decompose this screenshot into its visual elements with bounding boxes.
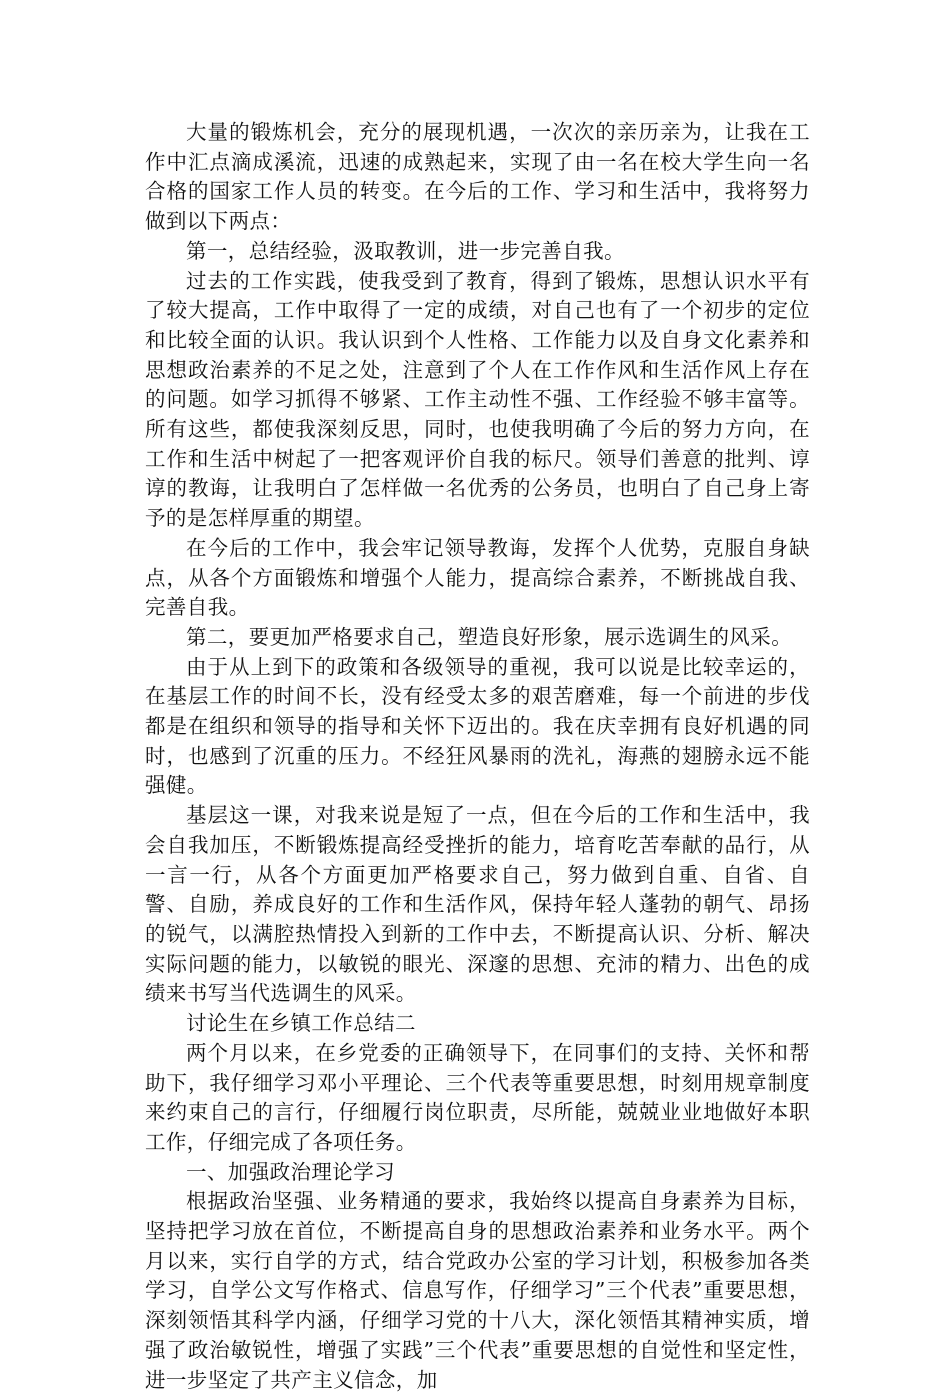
- paragraph-9: 两个月以来，在乡党委的正确领导下，在同事们的支持、关怀和帮助下，我仔细学习邓小平理论、三个代表等重要思想，时刻用规章制度来约束自己的言行，仔细履行岗位职责，尽所能，兢兢业业地做好本职工作，仔细完成了各项任务。: [145, 1040, 810, 1154]
- paragraph-7: 基层这一课，对我来说是短了一点，但在今后的工作和生活中，我会自我加压，不断锻炼提高经受挫折的能力，培育吃苦奉献的品行，从一言一行，从各个方面更加严格要求自己，努力做到自重、自省、自警、自励，养成良好的工作和生活作风，保持年轻人蓬勃的朝气、昂扬的锐气，以满腔热情投入到新的工作中去，不断提高认识、分析、解决实际问题的能力，以敏锐的眼光、深邃的思想、充沛的精力、出色的成绩来书写当代选调生的风采。: [145, 803, 810, 1006]
- paragraph-6: 由于从上到下的政策和各级领导的重视，我可以说是比较幸运的，在基层工作的时间不长，没有经受太多的艰苦磨难，每一个前进的步伐都是在组织和领导的指导和关怀下迈出的。我在庆幸拥有良好机遇的同时，也感到了沉重的压力。不经狂风暴雨的洗礼，海燕的翅膀永远不能强健。: [145, 654, 810, 798]
- document-body: [145, 118, 810, 1395]
- paragraph-5-heading: 第二，要更加严格要求自己，塑造良好形象，展示选调生的风采。: [186, 624, 793, 649]
- paragraph-1: 大量的锻炼机会，充分的展现机遇，一次次的亲历亲为，让我在工作中汇点滴成溪流，迅速的成熟起来，实现了由一名在校大学生向一名合格的国家工作人员的转变。在今后的工作、学习和生活中，我将努力做到以下两点：: [145, 120, 810, 234]
- subsection-heading: 一、加强政治理论学习: [186, 1159, 395, 1184]
- paragraph-11: 根据政治坚强、业务精通的要求，我始终以提高自身素养为目标，坚持把学习放在首位，不断提高自身的思想政治素养和业务水平。两个月以来，实行自学的方式，结合党政办公室的学习计划，积极参加各类学习，自学公文写作格式、信息写作，仔细学习”三个代表”重要思想，深刻领悟其科学内涵，仔细学习党的十八大，深化领悟其精神实质，增强了政治敏锐性，增强了实践”三个代表”重要思想的自觉性和坚定性，进一步坚定了共产主义信念，加: [145, 1189, 810, 1392]
- paragraph-2-heading: 第一，总结经验，汲取教训，进一步完善自我。: [186, 238, 625, 263]
- section-title: 讨论生在乡镇工作总结二: [186, 1011, 416, 1036]
- paragraph-4: 在今后的工作中，我会牢记领导教诲，发挥个人优势，克服自身缺点，从各个方面锻炼和增强个人能力，提高综合素养，不断挑战自我、完善自我。: [145, 535, 810, 620]
- paragraph-3: 过去的工作实践，使我受到了教育，得到了锻炼，思想认识水平有了较大提高，工作中取得了一定的成绩，对自己也有了一个初步的定位和比较全面的认识。我认识到个人性格、工作能力以及自身文化素养和思想政治素养的不足之处，注意到了个人在工作作风和生活作风上存在的问题。如学习抓得不够紧、工作主动性不强、工作经验不够丰富等。所有这些，都使我深刻反思，同时，也使我明确了今后的努力方向，在工作和生活中树起了一把客观评价自我的标尺。领导们善意的批判、谆谆的教诲，让我明白了怎样做一名优秀的公务员，也明白了自己身上寄予的是怎样厚重的期望。: [145, 268, 810, 531]
